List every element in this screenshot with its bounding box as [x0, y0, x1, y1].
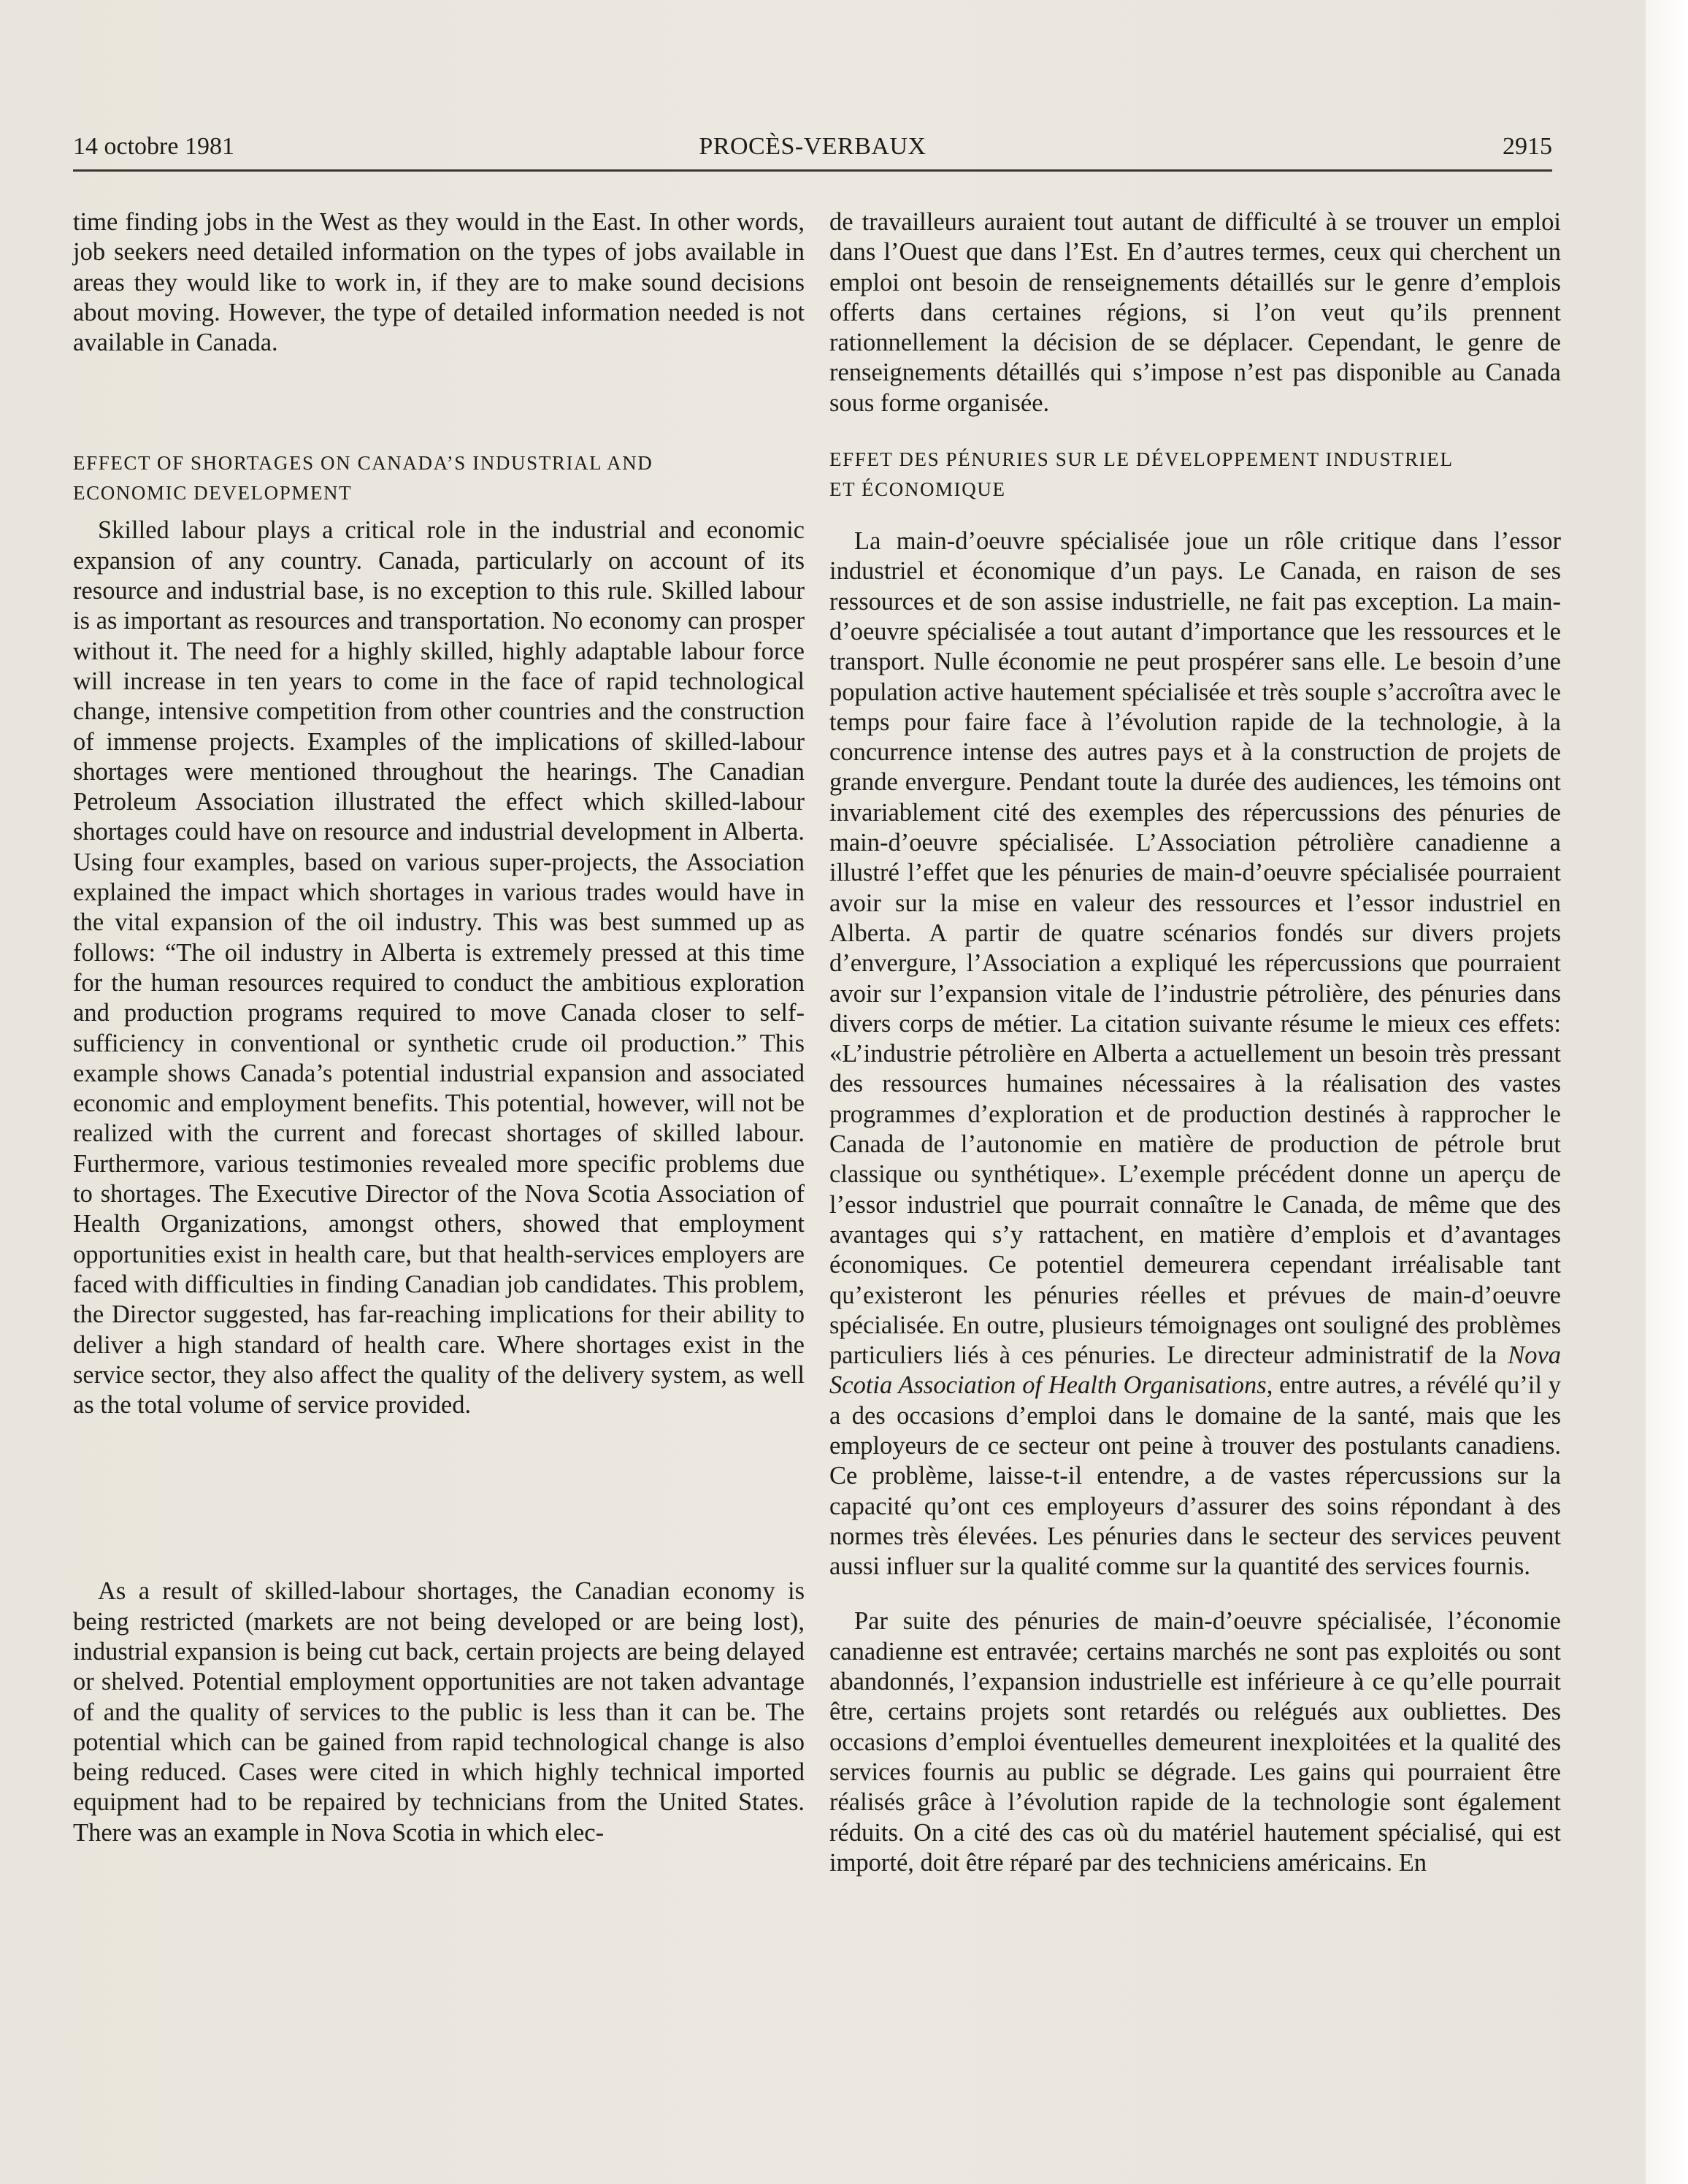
- header-rule: [73, 169, 1552, 172]
- header-title: PROCÈS-VERBAUX: [699, 133, 927, 160]
- paragraph-penuries-result: Par suite des pénuries de main-d’oeuvre spécialisée, l’économie canadienne est entravée; certains marchés ne sont pas exploités ou sont abandonnés, l’expansion industrielle est inférieure à ce qu’elle pourrait être, certains projets sont retardés ou relégués aux oubliettes. Des occasions d’emploi éventuelles demeurent inexploitées et la qualité des services fournis au public se dégrade. Les gains qui pourraient être réalisés grâce à l’évolution rapide de la technologie sont également réduits. On a cité des cas où du matériel hautement spécialisé, qui est importé, doit être réparé par des techniciens américains. En: [829, 1607, 1561, 1877]
- section-heading-fr-line2: ET ÉCONOMIQUE: [829, 478, 1006, 501]
- paragraph-main-doeuvre-part2: , entre autres, a révélé qu’il y a des occasions d’emploi dans le domaine de la santé, mais que les employeurs de ce secteur ont peine à trouver des postulants canadiens. Ce problème, laisse-t-il entendre, a de vastes répercussions sur la capacité qu’ont ces employeurs d’assurer des soins répondant à des normes très élevées. Les pénuries dans le secteur des services peuvent aussi influer sur la qualité comme sur la quantité des services fournis.: [829, 1371, 1561, 1581]
- section-heading-line1: EFFECT OF SHORTAGES ON CANADA’S INDUSTRIAL AND: [73, 452, 653, 475]
- section-heading-fr-line1: EFFET DES PÉNURIES SUR LE DÉVELOPPEMENT INDUSTRIEL: [829, 448, 1454, 471]
- paragraph-continuation: time finding jobs in the West as they would in the East. In other words, job seekers need detailed information on the types of jobs available in areas they would like to work in, if they are to make sound decisions about moving. However, the type of detailed information needed is not available in Canada.: [73, 208, 805, 357]
- organization-name: Nova Scotia Association of Health Organisations: [829, 1341, 1562, 1400]
- section-heading: [73, 448, 805, 508]
- header-date: 14 octobre 1981: [73, 133, 234, 160]
- french-column: [829, 207, 1561, 1878]
- paragraph-shortages-result: As a result of skilled-labour shortages, the Canadian economy is being restricted (markets are not being developed or are being lost), industrial expansion is being cut back, certain projects are being delayed or shelved. Potential employment opportunities are not taken advantage of and the quality of services to the public is less than it can be. The potential which can be gained from rapid technological change is also being reduced. Cases were cited in which highly technical imported equipment had to be repaired by technicians from the United States. There was an example in Nova Scotia in which elec-: [73, 1577, 805, 1847]
- section-heading-fr: [829, 445, 1561, 505]
- paragraph-continuation-fr: de travailleurs auraient tout autant de difficulté à se trouver un emploi dans l’Ouest que dans l’Est. En d’autres termes, ceux qui cherchent un emploi ont besoin de renseignements détaillés sur le genre d’emplois offerts dans certaines régions, si l’on veut qu’ils prennent rationnellement la décision de se déplacer. Cependant, le genre de renseignements détaillés qui s’impose n’est pas disponible au Canada sous forme organisée.: [829, 208, 1561, 417]
- paragraph-skilled-labour: Skilled labour plays a critical role in the industrial and economic expansion of any country. Canada, particularly on account of its resource and industrial base, is no exception to this rule. Skilled labour is as important as resources and transportation. No economy can prosper without it. The need for a highly skilled, highly adaptable labour force will increase in ten years to come in the face of rapid technological change, intensive competition from other countries and the construction of immense projects. Examples of the implications of skilled-labour shortages were mentioned throughout the hearings. The Canadian Petroleum Association illustrated the effect which skilled-labour shortages could have on resource and industrial development in Alberta. Using four examples, based on various super-projects, the Association explained the impact which shortages in various trades would have in the vital expansion of the oil industry. This was best summed up as follows: “The oil industry in Alberta is extremely pressed at this time for the human resources required to conduct the ambitious exploration and production programs required to move Canada closer to self-sufficiency in conventional or synthetic crude oil production.” This example shows Canada’s potential industrial expansion and associated economic and employment benefits. This potential, however, will not be realized with the current and forecast shortages of skilled labour. Furthermore, various testimonies revealed more specific problems due to shortages. The Executive Director of the Nova Scotia Association of Health Organizations, amongst others, showed that employment opportunities exist in health care, but that health-services employers are faced with difficulties in finding Canadian job candidates. This problem, the Director suggested, has far-reaching implications for their ability to deliver a high standard of health care. Where shortages exist in the service sector, they also affect the quality of the delivery system, as well as the total volume of service provided.: [73, 516, 805, 1419]
- page-edge: [1646, 0, 1688, 2184]
- english-column: [73, 207, 805, 1848]
- section-heading-line2: ECONOMIC DEVELOPMENT: [73, 482, 353, 505]
- page-header: [73, 133, 1552, 169]
- header-page-number: 2915: [1503, 133, 1552, 160]
- paragraph-main-doeuvre-part1: La main-d’oeuvre spécialisée joue un rôle critique dans l’essor industriel et économique d’un pays. Le Canada, en raison de ses ressources et de son assise industrielle, ne fait pas exception. La main-d’oeuvre spécialisée a tout autant d’importance que les ressources et le transport. Nulle économie ne peut prospérer sans elle. Le besoin d’une population active hautement spécialisée et très souple s’accroîtra avec le temps pour faire face à l’évolution rapide de la technologie, à la concurrence intense des autres pays et à la construction de projets de grande envergure. Pendant toute la durée des audiences, les témoins ont invariablement cité des exemples des répercussions des pénuries de main-d’oeuvre spécialisée. L’Association pétrolière canadienne a illustré l’effet que les pénuries de main-d’oeuvre spécialisée pourraient avoir sur la mise en valeur des ressources et l’essor industriel en Alberta. A partir de quatre scénarios fondés sur divers projets d’envergure, l’Association a expliqué les répercussions que pourraient avoir sur l’expansion vitale de l’industrie pétrolière, des pénuries dans divers corps de métier. La citation suivante résume le mieux ces effets: «L’industrie pétrolière en Alberta a actuellement un besoin très pressant des ressources humaines nécessaires à la réalisation des vastes programmes d’exploration et de production destinés à rapprocher le Canada de l’autonomie en matière de production de pétrole brut classique ou synthétique». L’exemple précédent donne un aperçu de l’essor industriel que pourrait connaître le Canada, de même que des avantages qui s’y rattachent, en matière d’emplois et d’avantages économiques. Ce potentiel demeurera cependant irréalisable tant qu’existeront les pénuries réelles et prévues de main-d’oeuvre spécialisée. En outre, plusieurs témoignages ont souligné des problèmes particuliers liés à ces pénuries. Le directeur administratif de la: [829, 527, 1561, 1370]
- paragraph-main-doeuvre: [829, 526, 1561, 1582]
